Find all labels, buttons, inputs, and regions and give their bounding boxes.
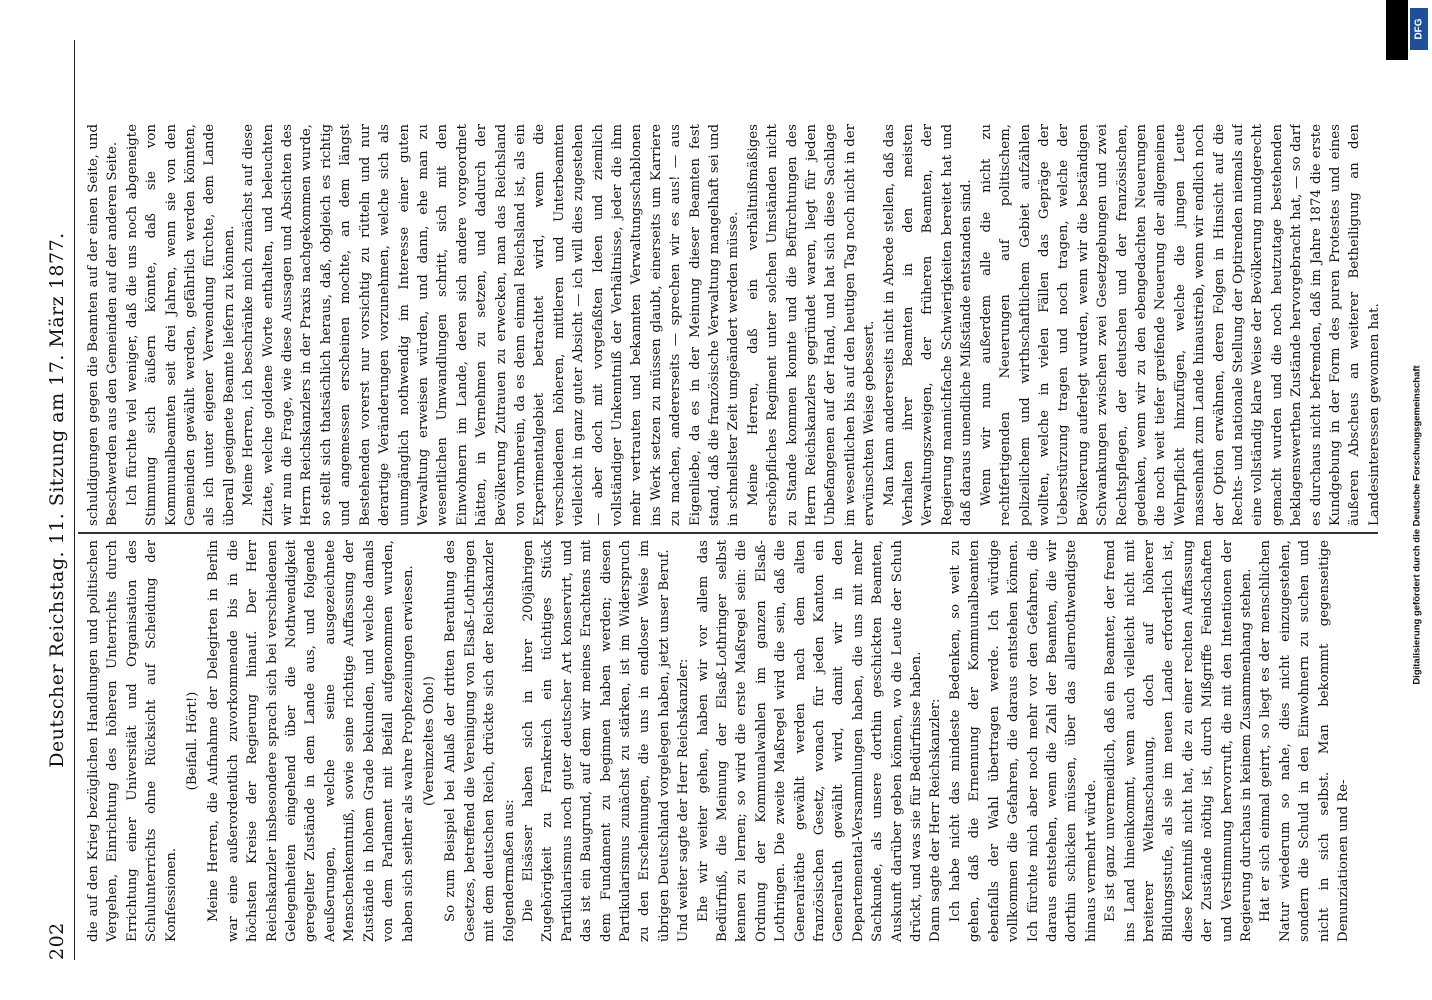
- quotation: Ich habe nicht das mindeste Bedenken, so weit zu gehen, daß die Ernennung der Kommunalbeamten ebenfalls der Wahl übertragen werde. Ich würdige vollkommen die Gefahren, die daraus entstehen können. Ich fürchte mich aber noch mehr vor den Gefahren, die daraus entstehen, wenn die Zahl der Beamten, die wir dorthin schicken müssen, über das allernothwendigste hinaus vermehrt würde.: [947, 540, 1099, 942]
- paragraph: Dann sagte der Herr Reichskanzler:: [928, 698, 944, 942]
- running-head: [42, 40, 75, 960]
- column-divider: [78, 533, 1378, 535]
- page-number: 202: [46, 922, 68, 960]
- paragraph: Wenn wir nun außerdem alle die nicht zu rechtfertigenden Neuerungen auf politischem, polizeilichem und wirthschaftlichem Gebiet aufzählen wollten, welche in vielen Fällen das Gepräge der Ueberstürzung tragen und noch tragen, welche der Bevölkerung auferlegt wurden, wenn wir die beständigen Schwankungen zwischen zwei Gesetzgebungen und zwei Rechtspflegen, der deutschen und der französischen, gedenken, wenn wir zu den ebengedachten Neuerungen die noch weit tiefer greifende Neuerung der allgemeinen Wehrpflicht hinzufügen, welche die jungen Leute massenhaft zum Lande hinaustrieb, wenn wir endlich noch der Option erwähnen, deren Folgen in Hinsicht auf die Rechts- und nationale Stellung der Optirenden niemals auf eine vollständig klare Weise der Bevölkerung mundgerecht gemacht wurden und die noch heutzutage bestehenden beklagenswerthen Zustände hervorgebracht hat, — so darf es durchaus nicht befremden, daß im Jahre 1874 die erste Kundgebung in der Form des puren Protestes und eines äußeren Abscheus an weiterer Betheiligung an den Landesinteressen gewonnen hat.: [978, 124, 1382, 526]
- dfg-watermark: [1408, 55, 1426, 995]
- quotation: Ich fürchte viel weniger, daß die uns noch abgeneigte Stimmung sich äußern könnte, daß sie von Kommunalbeamten seit drei Jahren, wenn sie von den Gemeinden gewählt werden, gefährlich werden könnten, als ich unter eigener Verwendung fürchte, dem Lande überall geeignete Beamte liefern zu können.: [124, 124, 237, 526]
- paragraph: die auf den Krieg bezüglichen Handlungen und politischen Vergehen, Einrichtung des höheren Unterrichts durch Errichtung einer Universität und Organisation des Schulunterrichts ohne Rücksicht auf Scheidung der Konfessionen.: [86, 540, 179, 942]
- paragraph: Man kann andererseits nicht in Abrede stellen, daß das Verhalten ihrer Beamten in den meisten Verwaltungszweigen, der früheren Beamten, der Regierung mannichfache Schwierigkeiten bereitet hat und daß daraus unendliche Mißstände entstanden sind.: [881, 124, 975, 526]
- paragraph: Meine Herren, die Aufnahme der Delegirten in Berlin war eine außerordentlich zuvorkommende bis in die höchsten Kreise der Regierung hinauf. Der Herr Reichskanzler insbesondere sprach sich bei verschiedenen Gelegenheiten eingehend über die Nothwendigkeit geregelter Zustände in dem Lande aus, und folgende Aeußerungen, welche seine ausgezeichnete Menschenkenntniß, sowie seine richtige Auffassung der Zustände in hohem Grade bekunden, und welche damals von dem Parlament mit Beifall aufgenommen wurden, haben sich seither als wahre Prophezeiungen erwiesen.: [206, 540, 416, 942]
- text-column-left: [84, 540, 1384, 942]
- quotation: Es ist ganz unvermeidlich, daß ein Beamter, der fremd ins Land hineinkommt, wenn auch vielleicht nicht mit breiterer Weltanschauung, doch auf höherer Bildungsstufe, als sie im neuen Lande erforderlich ist, diese Kenntniß nicht hat, die zu einer rechten Auffassung der Zustände nöthig ist, durch Mißgriffe Feindschaften und Verstimmung hervorruft, die mit den Intentionen der Regierung durchaus in keinem Zusammenhang stehen.: [1103, 540, 1254, 942]
- interjection: (Vereinzeltes Oho!): [421, 676, 437, 806]
- paragraph: Und weiter sagte der Herr Reichskanzler:: [676, 658, 692, 942]
- dfg-watermark-text: Digitalisierung gefördert durch die Deutsche Forschungsgemeinschaft: [1411, 365, 1423, 685]
- interjection: (Beifall. Hört!): [185, 691, 201, 791]
- paragraph: So zum Beispiel bei Anlaß der dritten Berathung des Gesetzes, betreffend die Vereinigung von Elsaß-Lothringen mit dem deutschen Reich, drückte sich der Reichskanzler folgendermaßen aus:: [443, 540, 517, 942]
- page-title: Deutscher Reichstag. 11. Sitzung am 17. März 1877.: [46, 232, 68, 768]
- text-column-right: [84, 124, 1384, 526]
- quotation: Ehe wir weiter gehen, haben wir vor allem das Bedürfniß, die Meinung der Elsaß-Lothringer selbst kennen zu lernen; so wird die erste Maßregel sein: die Ordnung der Kommunalwahlen im ganzen Elsaß-Lothringen. Die zweite Maßregel wird die sein, daß die Generalräthe gewählt werden nach dem alten französischen Gesetz, wonach für jeden Kanton ein Generalrath gewählt wird, damit wir in den Departemental-Versammlungen haben, die uns mit mehr Sachkunde, als unsere dorthin geschickten Beamten, Auskunft darüber geben können, wo die Leute der Schuh drückt, und was sie für Bedürfnisse haben.: [695, 540, 925, 942]
- quotation: Hat er sich einmal geirrt, so liegt es der menschlichen Natur wiederum so nahe, dies nicht einzugestehen, sondern die Schuld in den Einwohnern zu suchen und nicht in sich selbst. Man bekommt gegenseitige Denunziationen und Re-: [1258, 540, 1351, 942]
- paragraph: Meine Herren, daß ein verhältnißmäßiges erschöpfliches Regiment unter solchen Umständen nicht zu Stande kommen konnte und die Befürchtungen des Herrn Reichskanzlers gegründet waren, liegt für jeden Unbefangenen auf der Hand, und hat sich diese Sachlage im wesentlichen bis auf den heutigen Tag noch nicht in der erwünschten Weise gebessert.: [745, 124, 878, 526]
- dfg-logo: [1410, 8, 1428, 50]
- dfg-logo-text: DFG: [1413, 18, 1425, 40]
- quotation: Die Elsässer haben sich in ihrer 200jährigen Zugehörigkeit zu Frankreich ein tüchtiges Stück Partikularismus noch guter deutscher Art konservirt, und das ist ein Baugrund, auf dem wir meines Erachtens mit dem Fundament zu beginnen haben werden; diesen Partikularismus zunächst zu stärken, ist im Widerspruch zu den Erscheinungen, die uns in endloser Weise im übrigen Deutschland vorgelegen haben, jetzt unser Beruf.: [520, 540, 672, 942]
- quotation: schuldigungen gegen die Beamten auf der einen Seite, und Beschwerden aus den Gemeinden auf der anderen Seite.: [86, 124, 121, 526]
- paragraph: Meine Herren, ich beschränke mich zunächst auf diese Zitate, welche goldene Worte enthalten, und beleuchten wir nun die Frage, wie diese Aussagen und Absichten des Herrn Reichskanzlers in der Praxis nachgekommen wurde, so stellt sich thatsächlich heraus, daß, obgleich es richtig und angemessen erscheinen mochte, an dem längst Bestehenden vorerst nur vorsichtig zu rütteln und nur derartige Veränderungen vorzunehmen, welche sich als unumgänglich nothwendig im Interesse einer guten Verwaltung erweisen würden, und dann, ehe man zu wesentlichen Umwandlungen schritt, sich mit den Einwohnern im Lande, deren sich andere vorgeordnet hätten, in Vernehmen zu setzen, und dadurch der Bevölkerung Zutrauen zu erwecken, man das Reichsland von vornherein, da es denn einmal Reichsland ist, als ein Experimentalgebiet betrachtet wird, wenn die verschiedenen höheren, mittleren und Unterbeamten vielleicht in ganz guter Absicht — ich will dies zugestehen — aber doch mit vorgefaßten Ideen und ziemlich vollständiger Unkenntniß der Verhältnisse, jeder die ihm mehr vertrauten und bekannten Verwaltungsschablonen ins Werk setzen zu müssen glaubt, einerseits um Karriere zu machen, andererseits — sprechen wir es aus! — aus Eigenliebe, da es in der Meinung dieser Beamten fest stand, daß die französische Verwaltung mangelhaft sei und in schnellster Zeit umgeändert werden müsse.: [241, 124, 742, 526]
